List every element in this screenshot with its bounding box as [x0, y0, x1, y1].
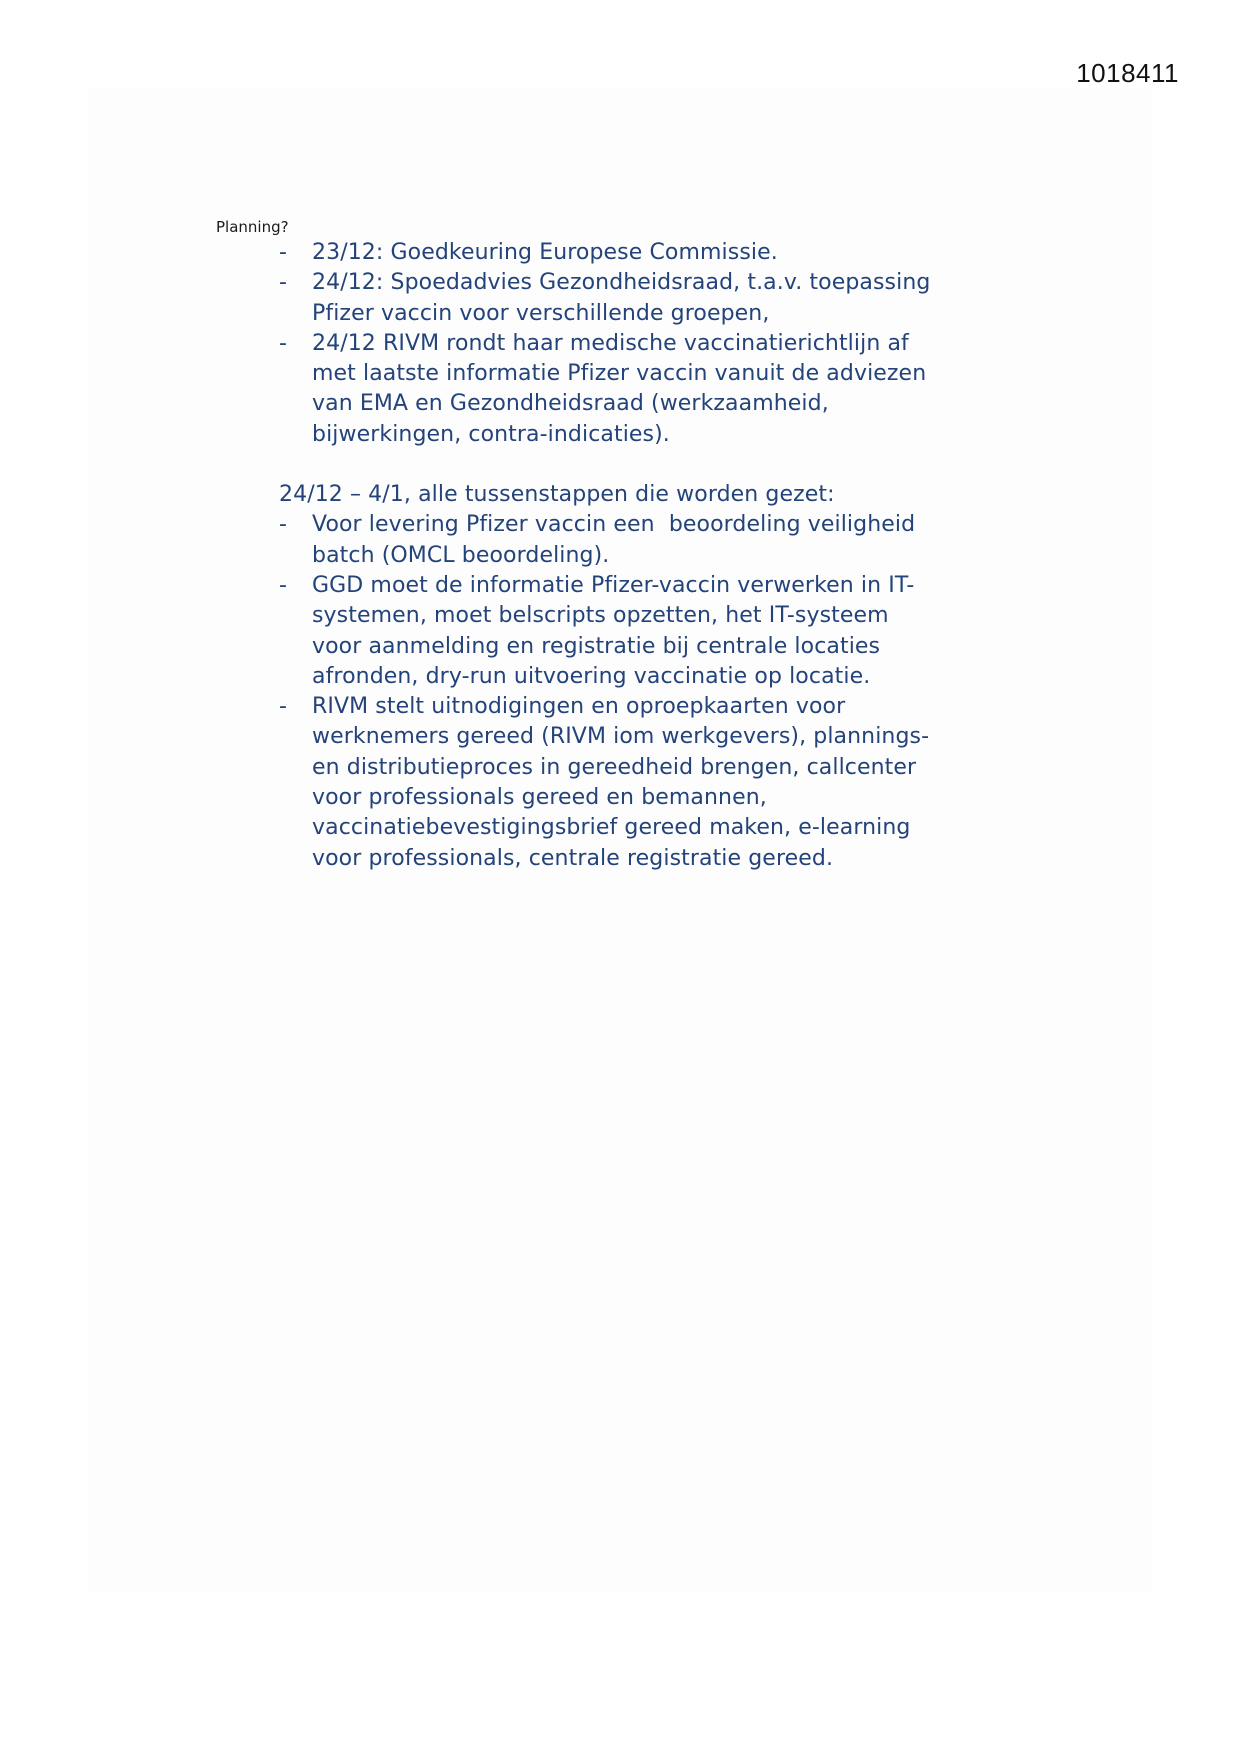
planning-heading: Planning? [216, 218, 289, 236]
list-item [279, 571, 1039, 692]
item-line: systemen, moet belscripts opzetten, het IT-systeem [312, 603, 889, 629]
list-item [279, 510, 1039, 571]
list-item [279, 692, 1039, 874]
item-line: en distributieproces in gereedheid brengen, callcenter [312, 754, 917, 780]
bullet-dash: - [279, 330, 288, 356]
item-line: met laatste informatie Pfizer vaccin vanuit de adviezen [312, 361, 927, 387]
item-line: voor professionals gereed en bemannen, [312, 785, 767, 811]
bullet-dash: - [279, 512, 288, 538]
item-line: voor professionals, centrale registratie gereed. [312, 845, 834, 871]
item-line: 24/12 RIVM rondt haar medische vaccinatierichtlijn af [312, 330, 909, 356]
item-line: voor aanmelding en registratie bij centrale locaties [312, 633, 881, 659]
milestone-list [279, 238, 1039, 450]
bullet-dash: - [279, 270, 288, 296]
item-line: van EMA en Gezondheidsraad (werkzaamheid, [312, 391, 829, 417]
item-line: Pfizer vaccin voor verschillende groepen, [312, 300, 770, 326]
document-id: 1018411 [1076, 58, 1179, 88]
bullet-dash: - [279, 572, 288, 598]
item-line: batch (OMCL beoordeling). [312, 542, 610, 568]
intermediate-steps-title: 24/12 – 4/1, alle tussenstappen die worden gezet: [279, 482, 835, 508]
item-line: RIVM stelt uitnodigingen en oproepkaarten voor [312, 694, 846, 720]
item-line: afronden, dry-run uitvoering vaccinatie op locatie. [312, 663, 871, 689]
item-line: vaccinatiebevestigingsbrief gereed maken, e-learning [312, 815, 911, 841]
list-item [279, 329, 1039, 450]
item-line: 23/12: Goedkeuring Europese Commissie. [312, 240, 778, 265]
item-line: werknemers gereed (RIVM iom werkgevers), plannings- [312, 724, 930, 750]
bullet-dash: - [279, 240, 288, 265]
item-line: GGD moet de informatie Pfizer-vaccin verwerken in IT- [312, 572, 915, 598]
item-line: Voor levering Pfizer vaccin een beoordeling veiligheid [312, 512, 916, 538]
list-item [279, 238, 1039, 268]
item-line: bijwerkingen, contra-indicaties). [312, 421, 670, 447]
item-line: 24/12: Spoedadvies Gezondheidsraad, t.a.v. toepassing [312, 270, 931, 296]
list-item [279, 268, 1039, 329]
document-body [279, 238, 1039, 874]
intermediate-steps-list [279, 510, 1039, 874]
bullet-dash: - [279, 694, 288, 720]
